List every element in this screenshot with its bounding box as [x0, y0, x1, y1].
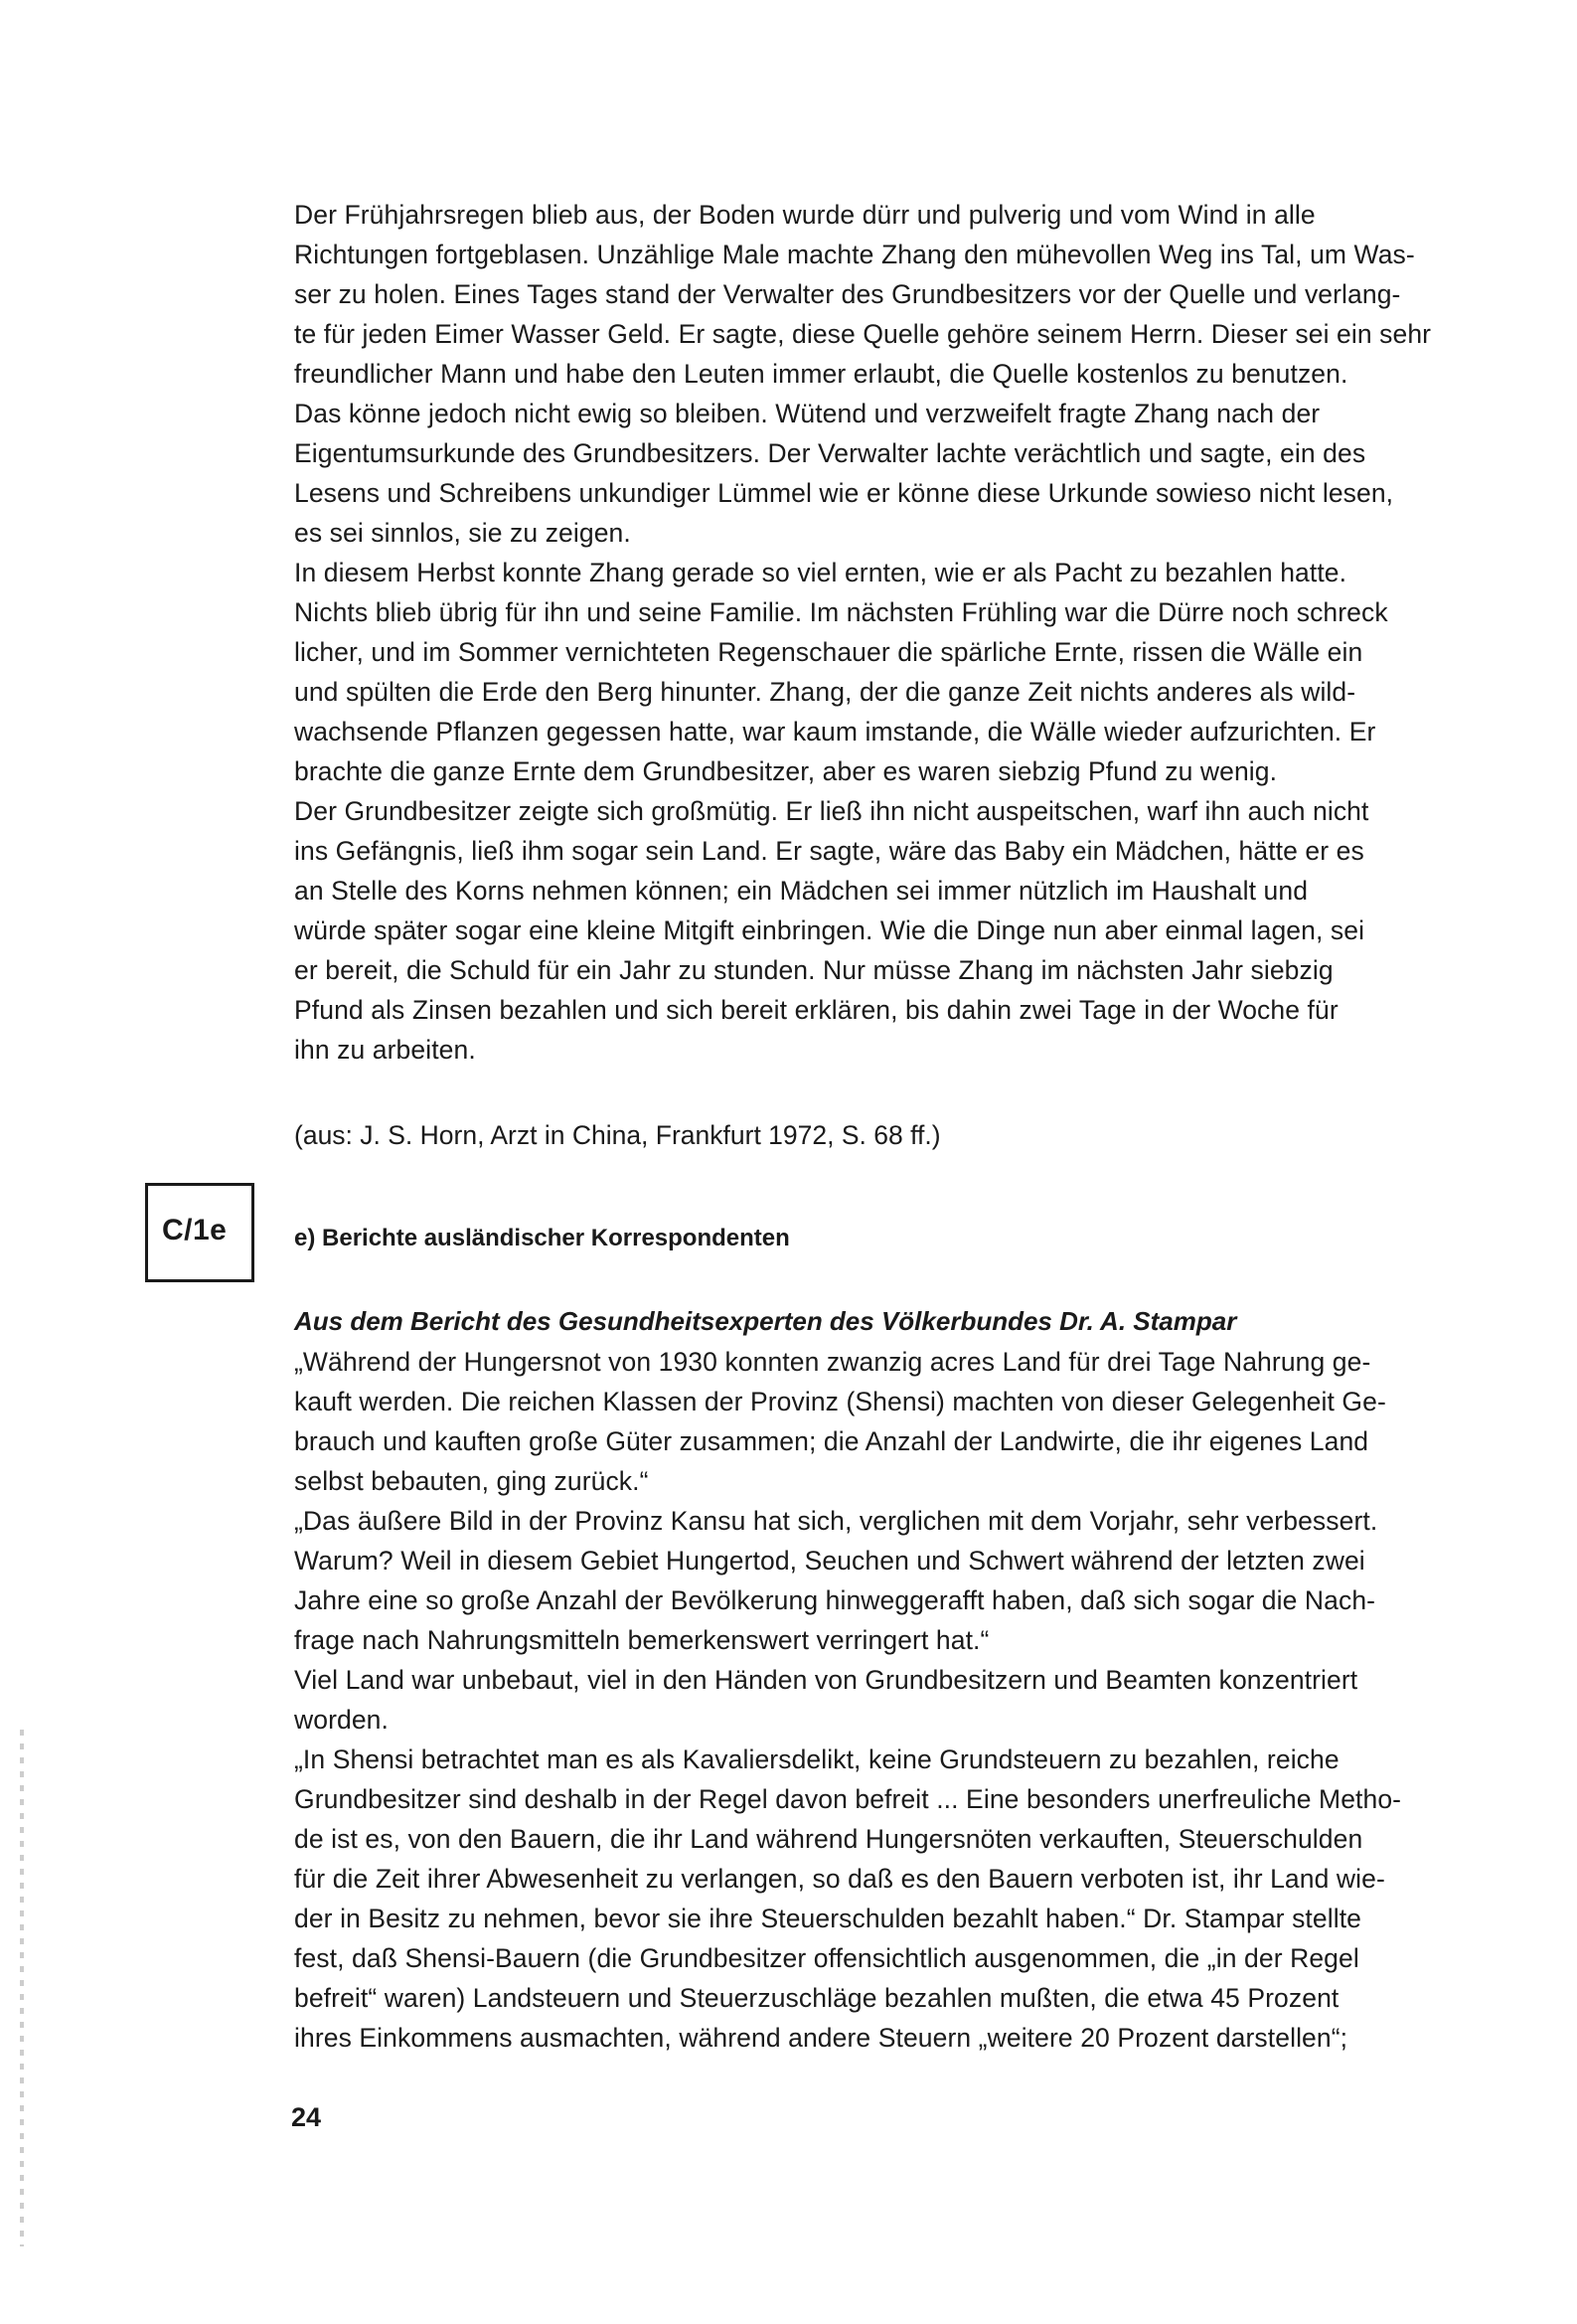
text-line: Warum? Weil in diesem Gebiet Hungertod, Seuchen und Schwert während der letzten zwei: [294, 1546, 1365, 1576]
page-number: 24: [291, 2102, 322, 2132]
text-line: an Stelle des Korns nehmen können; ein Mädchen sei immer nützlich im Haushalt und: [294, 876, 1309, 906]
section-label-box: [145, 1183, 254, 1282]
text-line: „Das äußere Bild in der Provinz Kansu hat sich, verglichen mit dem Vorjahr, sehr verbessert.: [294, 1506, 1378, 1536]
text-line: Der Frühjahrsregen blieb aus, der Boden wurde dürr und pulverig und vom Wind in alle: [294, 200, 1316, 230]
text-line: ihn zu arbeiten.: [294, 1035, 476, 1065]
text-line: „In Shensi betrachtet man es als Kavaliersdelikt, keine Grundsteuern zu bezahlen, reiche: [294, 1744, 1340, 1774]
text-line: er bereit, die Schuld für ein Jahr zu stunden. Nur müsse Zhang im nächsten Jahr siebzig: [294, 955, 1334, 985]
text-line: Eigentumsurkunde des Grundbesitzers. Der Verwalter lachte verächtlich und sagte, ein des: [294, 438, 1366, 468]
sub-heading: Aus dem Bericht des Gesundheitsexperten des Völkerbundes Dr. A. Stampar: [294, 1306, 1237, 1336]
text-line: fest, daß Shensi-Bauern (die Grundbesitzer offensichtlich ausgenommen, die „in der Regel: [294, 1943, 1359, 1973]
text-line: kauft werden. Die reichen Klassen der Provinz (Shensi) machten von dieser Gelegenheit Ge-: [294, 1387, 1386, 1416]
text-line: brauch und kauften große Güter zusammen; die Anzahl der Landwirte, die ihr eigenes Land: [294, 1426, 1369, 1456]
text-line: freundlicher Mann und habe den Leuten immer erlaubt, die Quelle kostenlos zu benutzen.: [294, 359, 1348, 389]
text-line: Nichts blieb übrig für ihn und seine Familie. Im nächsten Frühling war die Dürre noch schreck: [294, 597, 1388, 627]
text-line: Richtungen fortgeblasen. Unzählige Male machte Zhang den mühevollen Weg ins Tal, um Was-: [294, 240, 1415, 269]
text-line: Viel Land war unbebaut, viel in den Händen von Grundbesitzern und Beamten konzentriert: [294, 1665, 1358, 1695]
text-line: brachte die ganze Ernte dem Grundbesitzer, aber es waren siebzig Pfund zu wenig.: [294, 756, 1278, 786]
text-line: Lesens und Schreibens unkundiger Lümmel wie er könne diese Urkunde sowieso nicht lesen,: [294, 478, 1394, 508]
text-line: selbst bebauten, ging zurück.“: [294, 1466, 649, 1496]
text-line: ihres Einkommens ausmachten, während andere Steuern „weitere 20 Prozent darstellen“;: [294, 2023, 1348, 2053]
scan-margin-mark: [20, 1730, 24, 2246]
text-line: licher, und im Sommer vernichteten Regenschauer die spärliche Ernte, rissen die Wälle ein: [294, 637, 1363, 667]
text-line: „Während der Hungersnot von 1930 konnten zwanzig acres Land für drei Tage Nahrung ge-: [294, 1347, 1371, 1377]
source-citation: (aus: J. S. Horn, Arzt in China, Frankfurt 1972, S. 68 ff.): [294, 1120, 941, 1150]
text-line: Grundbesitzer sind deshalb in der Regel davon befreit ... Eine besonders unerfreuliche Metho-: [294, 1784, 1402, 1814]
text-line: worden.: [294, 1705, 389, 1735]
text-line: der in Besitz zu nehmen, bevor sie ihre Steuerschulden bezahlt haben.“ Dr. Stampar stellte: [294, 1904, 1361, 1933]
text-line: Der Grundbesitzer zeigte sich großmütig. Er ließ ihn nicht auspeitschen, warf ihn auch nicht: [294, 796, 1369, 826]
text-line: und spülten die Erde den Berg hinunter. Zhang, der die ganze Zeit nichts anderes als wild-: [294, 677, 1356, 707]
paragraph-bottom: [294, 1342, 1556, 2058]
text-line: Das könne jedoch nicht ewig so bleiben. Wütend und verzweifelt fragte Zhang nach der: [294, 399, 1321, 428]
text-line: ser zu holen. Eines Tages stand der Verwalter des Grundbesitzers vor der Quelle und verlang-: [294, 279, 1401, 309]
text-line: te für jeden Eimer Wasser Geld. Er sagte, diese Quelle gehöre seinem Herrn. Dieser sei ein sehr: [294, 319, 1432, 349]
text-line: wachsende Pflanzen gegessen hatte, war kaum imstande, die Wälle wieder aufzurichten. Er: [294, 717, 1376, 747]
text-line: frage nach Nahrungsmitteln bemerkenswert verringert hat.“: [294, 1625, 990, 1655]
section-label: C/1e: [162, 1214, 228, 1246]
paragraph-top: [294, 195, 1556, 1070]
text-line: de ist es, von den Bauern, die ihr Land während Hungersnöten verkauften, Steuerschulden: [294, 1824, 1363, 1854]
text-line: es sei sinnlos, sie zu zeigen.: [294, 518, 631, 548]
text-line: Jahre eine so große Anzahl der Bevölkerung hinweggerafft haben, daß sich sogar die Nach-: [294, 1585, 1376, 1615]
text-line: würde später sogar eine kleine Mitgift einbringen. Wie die Dinge nun aber einmal lagen, sei: [294, 915, 1365, 945]
text-line: Pfund als Zinsen bezahlen und sich bereit erklären, bis dahin zwei Tage in der Woche für: [294, 995, 1339, 1025]
text-line: befreit“ waren) Landsteuern und Steuerzuschläge bezahlen mußten, die etwa 45 Prozent: [294, 1983, 1340, 2013]
text-line: In diesem Herbst konnte Zhang gerade so viel ernten, wie er als Pacht zu bezahlen hatte.: [294, 558, 1347, 587]
text-line: ins Gefängnis, ließ ihm sogar sein Land. Er sagte, wäre das Baby ein Mädchen, hätte er es: [294, 836, 1364, 866]
text-line: für die Zeit ihrer Abwesenheit zu verlangen, so daß es den Bauern verboten ist, ihr Land wie-: [294, 1864, 1385, 1894]
section-heading: e) Berichte ausländischer Korrespondenten: [294, 1225, 790, 1251]
